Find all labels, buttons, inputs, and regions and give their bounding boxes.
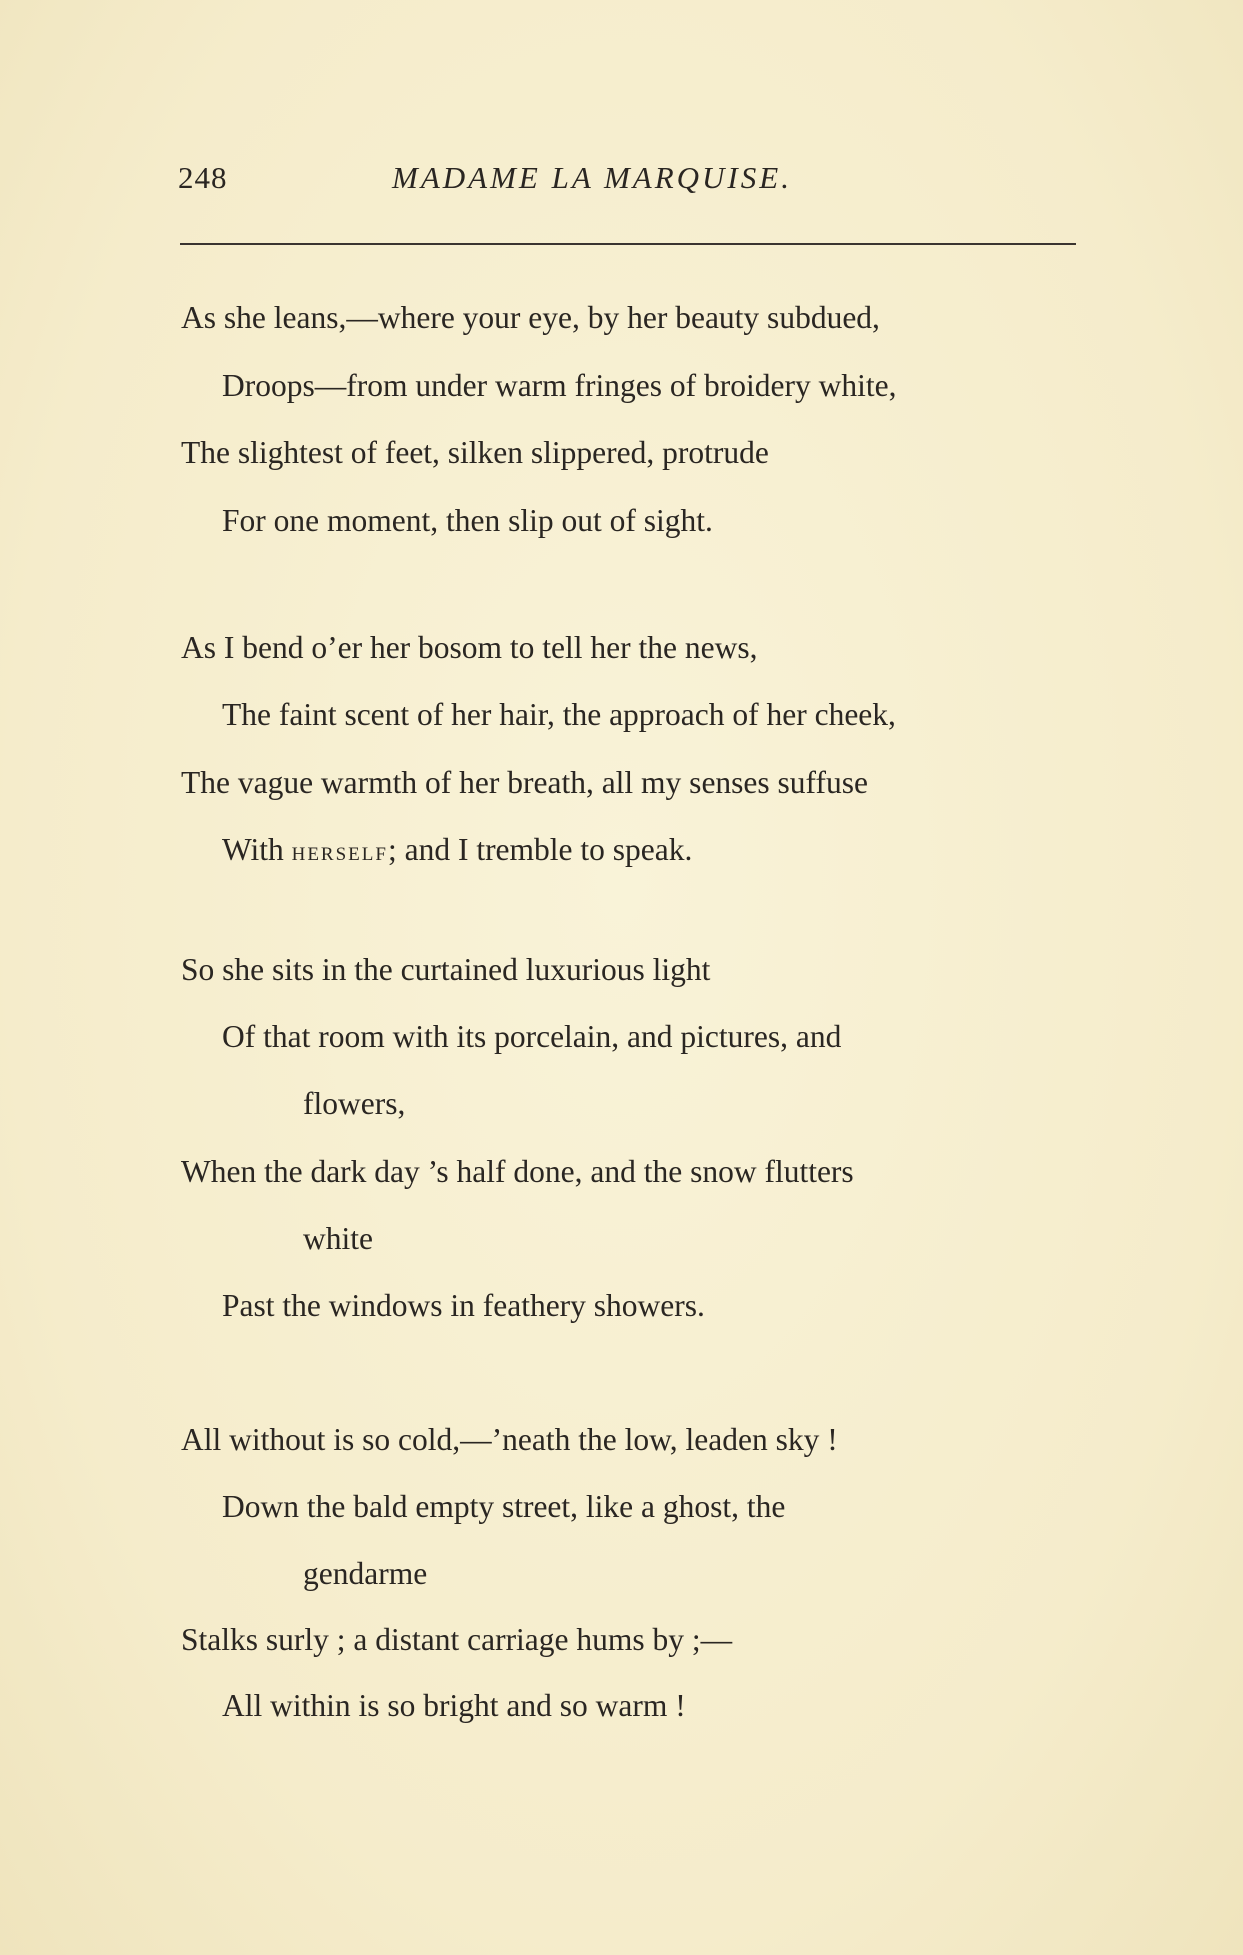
verse-line: The vague warmth of her breath, all my senses suffuse (181, 765, 868, 800)
page-number: 248 (178, 160, 228, 195)
verse-line: Droops—from under warm fringes of broidery white, (222, 368, 897, 403)
verse-line: As she leans,—where your eye, by her beauty subdued, (181, 300, 880, 335)
verse-line: All within is so bright and so warm ! (222, 1688, 686, 1723)
verse-line-continuation: gendarme (303, 1556, 428, 1591)
verse-line-continuation: flowers, (303, 1086, 406, 1121)
running-title: MADAME LA MARQUISE. (392, 160, 792, 195)
verse-text: ; and I tremble to speak. (387, 832, 693, 867)
verse-line: So she sits in the curtained luxurious light (181, 952, 711, 987)
verse-line: As I bend o’er her bosom to tell her the news, (181, 630, 758, 665)
verse-line: Of that room with its porcelain, and pictures, and (222, 1019, 842, 1054)
verse-line: The faint scent of her hair, the approach of her cheek, (222, 697, 896, 732)
verse-line: Past the windows in feathery showers. (222, 1288, 705, 1323)
verse-line-continuation: white (303, 1221, 373, 1256)
verse-line: Down the bald empty street, like a ghost, the (222, 1489, 786, 1524)
verse-line: The slightest of feet, silken slippered, protrude (181, 435, 769, 470)
verse-line: All without is so cold,—’neath the low, leaden sky ! (181, 1422, 838, 1457)
verse-line (222, 834, 692, 866)
verse-line: Stalks surly ; a distant carriage hums by ;— (181, 1622, 733, 1657)
verse-line: For one moment, then slip out of sight. (222, 503, 713, 538)
verse-text: With (222, 832, 292, 867)
verse-line: When the dark day ’s half done, and the snow flutters (181, 1154, 854, 1189)
small-caps-word: herself (291, 836, 388, 866)
